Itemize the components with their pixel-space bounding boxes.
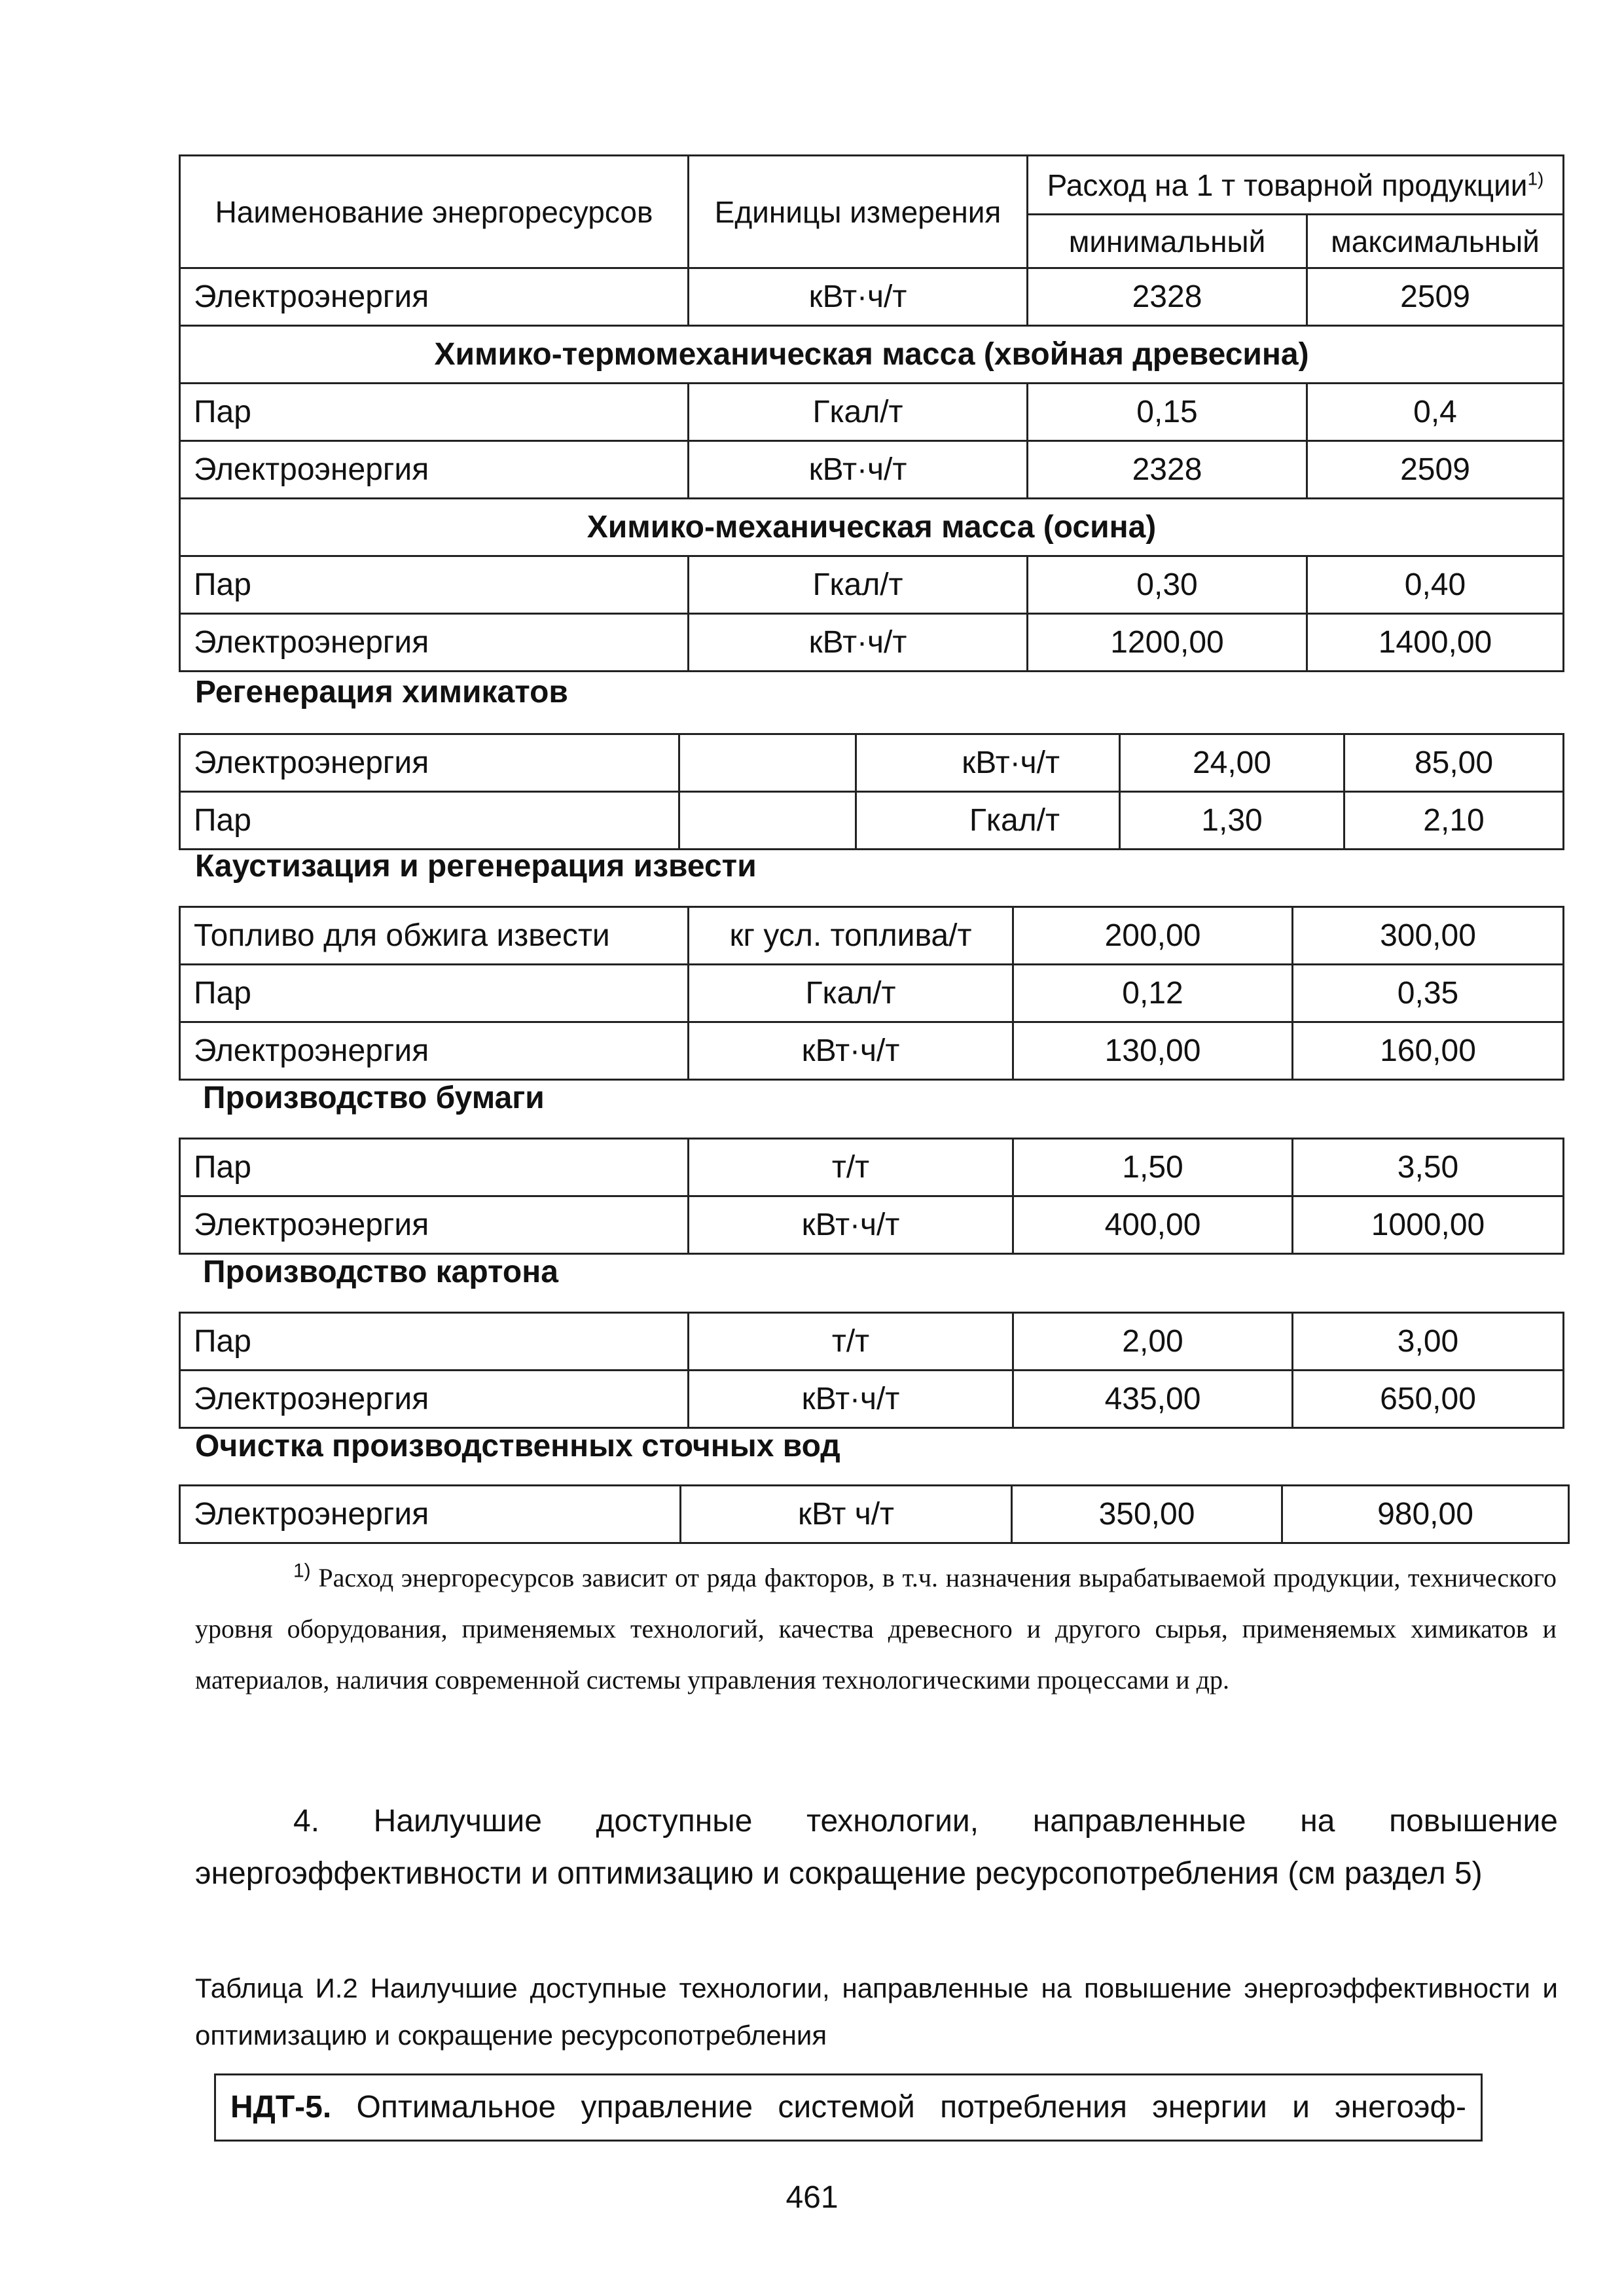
min-value-cell: 350,00	[1012, 1486, 1282, 1543]
header-unit	[689, 156, 1028, 268]
min-value-cell: 2,00	[1013, 1313, 1293, 1371]
wastewater-table	[179, 1484, 1570, 1544]
max-value-cell: 300,00	[1293, 907, 1564, 965]
table-row	[180, 441, 1564, 499]
min-value-cell: 2328	[1028, 268, 1307, 326]
table-row	[180, 1196, 1564, 1254]
unit-cell: кВт·ч/т	[689, 441, 1028, 499]
resource-name-cell: Электроэнергия	[180, 441, 689, 499]
unit-cell: кВт·ч/т	[689, 1022, 1013, 1080]
section-title-regeneration: Регенерация химикатов	[195, 675, 568, 709]
min-value-cell: 0,15	[1028, 384, 1307, 441]
header-consumption	[1028, 156, 1564, 215]
page-number: 461	[785, 2180, 839, 2215]
section-title-paper: Производство бумаги	[203, 1081, 545, 1115]
resource-name-cell: Электроэнергия	[180, 734, 679, 792]
unit-cell: кг усл. топлива/т	[689, 907, 1013, 965]
header-name-text: Наименование энергоресурсов	[215, 194, 653, 229]
ndt-code: НДТ-5.	[230, 2090, 332, 2125]
footnote	[195, 1552, 1557, 1706]
max-value-cell: 1000,00	[1293, 1196, 1564, 1254]
footnote-marker: 1)	[293, 1560, 311, 1582]
max-value-cell: 650,00	[1293, 1371, 1564, 1428]
unit-cell: кВт·ч/т	[689, 1196, 1013, 1254]
min-value-cell: 1200,00	[1028, 614, 1307, 672]
section-title-causticizing: Каустизация и регенерация извести	[195, 849, 757, 884]
ndt-text: Оптимальное управление системой потребления энергии и энегоэф-	[356, 2090, 1466, 2125]
section-title-cell: Химико-механическая масса (осина)	[180, 499, 1564, 556]
section-row	[180, 499, 1564, 556]
table-row	[180, 1022, 1564, 1080]
resource-name-cell: Пар	[180, 792, 679, 850]
table-body	[180, 268, 1564, 672]
max-value-cell: 0,40	[1307, 556, 1564, 614]
max-value-cell: 0,4	[1307, 384, 1564, 441]
table-row	[180, 556, 1564, 614]
paper-table	[179, 1138, 1564, 1255]
max-value-cell: 980,00	[1282, 1486, 1569, 1543]
max-value-cell: 3,00	[1293, 1313, 1564, 1371]
unit-cell: Гкал/т	[689, 965, 1013, 1022]
min-value-cell: 1,30	[1120, 792, 1344, 850]
unit-cell: кВт ч/т	[681, 1486, 1012, 1543]
min-value-cell: 435,00	[1013, 1371, 1293, 1428]
unit-cell: Гкал/т	[689, 384, 1028, 441]
table-row	[180, 1313, 1564, 1371]
cardboard-table	[179, 1312, 1564, 1429]
unit-cell: кВт·ч/т	[689, 268, 1028, 326]
unit-cell: кВт·ч/т	[689, 614, 1028, 672]
max-value-cell: 1400,00	[1307, 614, 1564, 672]
resource-name-cell: Электроэнергия	[180, 1371, 689, 1428]
table-row	[180, 907, 1564, 965]
causticizing-table	[179, 906, 1564, 1081]
unit-cell: т/т	[689, 1313, 1013, 1371]
max-value-cell: 0,35	[1293, 965, 1564, 1022]
min-value-cell: 1,50	[1013, 1139, 1293, 1196]
table-row	[180, 1139, 1564, 1196]
table-row	[180, 384, 1564, 441]
header-min-text: минимальный	[1068, 224, 1266, 259]
min-value-cell: 130,00	[1013, 1022, 1293, 1080]
table-row	[180, 614, 1564, 672]
unit-cell: кВт·ч/т	[689, 1371, 1013, 1428]
min-value-cell: 0,12	[1013, 965, 1293, 1022]
section-title-cell: Химико-термомеханическая масса (хвойная древесина)	[180, 326, 1564, 384]
resource-name-cell: Пар	[180, 1139, 689, 1196]
table-row	[180, 734, 1564, 792]
ndt-box	[214, 2073, 1483, 2142]
resource-name-cell: Пар	[180, 965, 689, 1022]
resource-name-cell: Электроэнергия	[180, 1486, 681, 1543]
unit-cell: Гкал/т	[856, 792, 1120, 850]
min-value-cell: 400,00	[1013, 1196, 1293, 1254]
footnote-text: Расход энергоресурсов зависит от ряда факторов, в т.ч. назначения вырабатываемой продукции, технического уровня оборудования, применяемых технологий, качества древесного и другого сырья, применяемых химикатов и материалов, наличия современной системы управления технологическими процессами и др.	[195, 1563, 1557, 1695]
body-paragraph-text: 4. Наилучшие доступные технологии, направленные на повышение энергоэффективности и оптимизацию и сокращение ресурсопотребления (см раздел 5)	[195, 1804, 1558, 1891]
table-row	[180, 1486, 1569, 1543]
min-value-cell: 24,00	[1120, 734, 1344, 792]
resource-name-cell: Электроэнергия	[180, 268, 689, 326]
resource-name-cell: Пар	[180, 384, 689, 441]
resource-name-cell: Электроэнергия	[180, 1022, 689, 1080]
resource-name-cell: Пар	[180, 1313, 689, 1371]
table-row	[180, 1371, 1564, 1428]
table-row	[180, 268, 1564, 326]
table-header-row	[180, 156, 1564, 215]
header-min	[1028, 215, 1307, 268]
section-title-cardboard: Производство картона	[203, 1255, 558, 1289]
section-row	[180, 326, 1564, 384]
resource-name-cell: Электроэнергия	[180, 1196, 689, 1254]
table-caption-text: Таблица И.2 Наилучшие доступные технологии, направленные на повышение энергоэффективности и оптимизацию и сокращение ресурсопотребления	[195, 1973, 1558, 2051]
table-row	[180, 965, 1564, 1022]
header-max-text: максимальный	[1331, 224, 1540, 259]
body-paragraph	[195, 1795, 1558, 1900]
max-value-cell: 2509	[1307, 441, 1564, 499]
min-value-cell: 200,00	[1013, 907, 1293, 965]
max-value-cell: 3,50	[1293, 1139, 1564, 1196]
resource-name-cell: Пар	[180, 556, 689, 614]
min-value-cell: 0,30	[1028, 556, 1307, 614]
table-caption	[195, 1965, 1558, 2059]
resource-name-cell: Топливо для обжига извести	[180, 907, 689, 965]
table-row	[180, 792, 1564, 850]
blank-cell	[679, 734, 856, 792]
regeneration-table	[179, 733, 1564, 850]
header-name	[180, 156, 689, 268]
header-unit-text: Единицы измерения	[714, 194, 1001, 229]
section-title-wastewater: Очистка производственных сточных вод	[195, 1429, 840, 1463]
max-value-cell: 2,10	[1344, 792, 1564, 850]
energy-table-main	[179, 154, 1564, 672]
blank-cell	[679, 792, 856, 850]
min-value-cell: 2328	[1028, 441, 1307, 499]
unit-cell: кВт·ч/т	[856, 734, 1120, 792]
max-value-cell: 85,00	[1344, 734, 1564, 792]
header-max	[1307, 215, 1564, 268]
header-consumption-text: Расход на 1 т товарной продукции	[1047, 168, 1528, 202]
unit-cell: Гкал/т	[689, 556, 1028, 614]
max-value-cell: 160,00	[1293, 1022, 1564, 1080]
unit-cell: т/т	[689, 1139, 1013, 1196]
header-footnote-marker: 1)	[1527, 168, 1544, 189]
max-value-cell: 2509	[1307, 268, 1564, 326]
resource-name-cell: Электроэнергия	[180, 614, 689, 672]
